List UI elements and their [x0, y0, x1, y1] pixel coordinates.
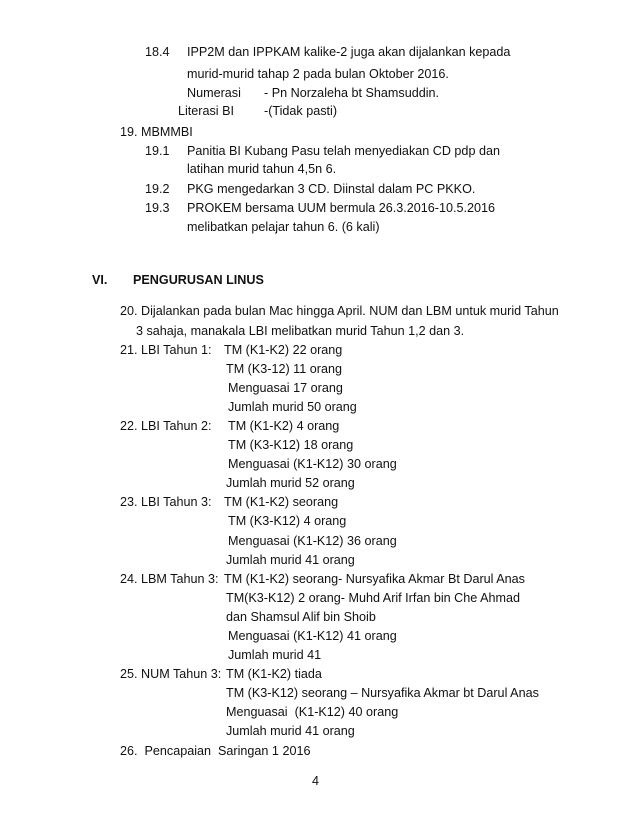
list-item-label: 24. LBM Tahun 3: — [120, 572, 219, 586]
list-item-line: TM (K1-K2) seorang- Nursyafika Akmar Bt Darul Anas — [224, 572, 525, 586]
list-item-line: Menguasai 17 orang — [228, 381, 343, 395]
section-roman-numeral: VI. — [92, 273, 108, 287]
item-number: 19.1 — [145, 144, 170, 158]
numerasi-label: Numerasi — [187, 86, 241, 100]
paragraph-line: IPP2M dan IPPKAM kalike-2 juga akan dijalankan kepada — [187, 45, 511, 59]
paragraph-line: PROKEM bersama UUM bermula 26.3.2016-10.5.2016 — [187, 201, 495, 215]
item-number: 18.4 — [145, 45, 170, 59]
list-item-line: dan Shamsul Alif bin Shoib — [226, 610, 376, 624]
numerasi-value: - Pn Norzaleha bt Shamsuddin. — [264, 86, 440, 100]
paragraph-line: 20. Dijalankan pada bulan Mac hingga April. NUM dan LBM untuk murid Tahun — [120, 304, 559, 318]
list-item-label: 21. LBI Tahun 1: — [120, 343, 212, 357]
list-item-line: Jumlah murid 41 — [228, 648, 322, 662]
list-item-label: 25. NUM Tahun 3: — [120, 667, 222, 681]
list-item-label: 26. Pencapaian Saringan 1 2016 — [120, 744, 311, 758]
paragraph-line: melibatkan pelajar tahun 6. (6 kali) — [187, 220, 380, 234]
list-item-line: TM (K1-K2) 4 orang — [228, 419, 340, 433]
list-item-line: TM(K3-K12) 2 orang- Muhd Arif Irfan bin Che Ahmad — [226, 591, 520, 605]
list-item-line: TM (K3-K12) 4 orang — [228, 514, 347, 528]
list-item-line: TM (K3-12) 11 orang — [226, 362, 342, 376]
paragraph-line: Panitia BI Kubang Pasu telah menyediakan CD pdp dan — [187, 144, 500, 158]
list-item-line: Menguasai (K1-K12) 40 orang — [226, 705, 399, 719]
literasi-value: -(Tidak pasti) — [264, 104, 338, 118]
section-heading: 19. MBMMBI — [120, 125, 193, 139]
list-item-line: Jumlah murid 50 orang — [228, 400, 357, 414]
paragraph-line: PKG mengedarkan 3 CD. Diinstal dalam PC PKKO. — [187, 182, 476, 196]
list-item-line: Menguasai (K1-K12) 36 orang — [228, 534, 397, 548]
list-item-line: TM (K3-K12) 18 orang — [228, 438, 354, 452]
list-item-line: Jumlah murid 41 orang — [226, 724, 355, 738]
item-number: 19.3 — [145, 201, 170, 215]
list-item-line: TM (K1-K2) 22 orang — [224, 343, 343, 357]
paragraph-line: murid-murid tahap 2 pada bulan Oktober 2016. — [187, 67, 449, 81]
literasi-label: Literasi BI — [178, 104, 234, 118]
item-number: 19.2 — [145, 182, 170, 196]
list-item-line: TM (K3-K12) seorang – Nursyafika Akmar bt Darul Anas — [226, 686, 539, 700]
page-number: 4 — [312, 774, 320, 788]
list-item-line: TM (K1-K2) tiada — [226, 667, 322, 681]
list-item-label: 22. LBI Tahun 2: — [120, 419, 212, 433]
list-item-label: 23. LBI Tahun 3: — [120, 495, 212, 509]
list-item-line: Jumlah murid 52 orang — [226, 476, 355, 490]
paragraph-line: latihan murid tahun 4,5n 6. — [187, 162, 337, 176]
paragraph-line: 3 sahaja, manakala LBI melibatkan murid Tahun 1,2 dan 3. — [136, 324, 465, 338]
section-title: PENGURUSAN LINUS — [133, 273, 264, 287]
list-item-line: Menguasai (K1-K12) 41 orang — [228, 629, 397, 643]
list-item-line: Jumlah murid 41 orang — [226, 553, 355, 567]
list-item-line: TM (K1-K2) seorang — [224, 495, 339, 509]
list-item-line: Menguasai (K1-K12) 30 orang — [228, 457, 397, 471]
